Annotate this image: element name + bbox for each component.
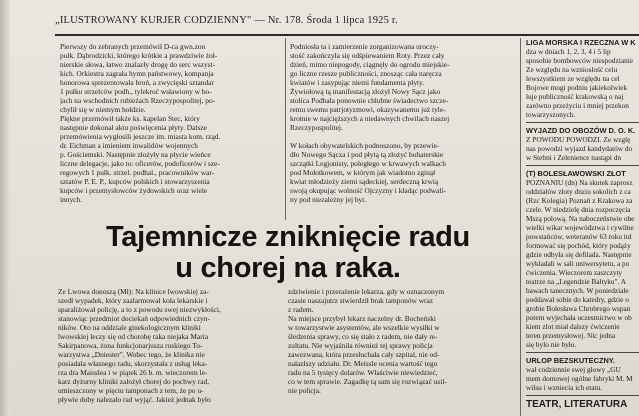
text-line: Rzeczypospolitej.: [290, 123, 343, 132]
side-heading-1: LIGA MORSKA I RZECZNA W K: [526, 38, 636, 47]
text-line: z radem.: [288, 305, 314, 314]
text-line: zultatu. Nie wyjaśniła również tej sprawy policja: [288, 341, 433, 350]
text-line: nalazłszy udziału. Dr. Meissle ocenia wartość tego: [288, 359, 438, 368]
text-line: śledzenia sprawy, co się stało z radem, nie dały re-: [288, 332, 438, 341]
side-heading-2: WYJAZD DO OBOZÓW D. O. K.: [526, 126, 636, 135]
article-column-1: [60, 42, 282, 217]
text-line: kiem zlot miał dalszy ćwiczenie: [526, 322, 620, 331]
side-section-1: [526, 47, 639, 119]
text-line: lewszystkiem ze względu na cel: [526, 74, 620, 83]
text-line: ny pod niezależny jej byt.: [290, 195, 367, 204]
text-line: wilsu i wzniecia ich etatu.: [526, 383, 602, 392]
header-rule: [55, 34, 639, 36]
text-line: (Rzc Kolegia) Poznań z Krakowa za: [526, 196, 633, 205]
text-line: rza dra Maisslea i w piątek 26 b. m. wieczorem le-: [58, 368, 208, 377]
headline-line-1: Tajemnicze zniknięcie radu: [106, 221, 470, 253]
text-line: Na miejsce przybył lekarz naczelny dr. Bocheński: [288, 314, 436, 323]
text-line: powstańców, weteranów 63 roku itd: [526, 232, 632, 241]
text-line: Mszą polową. Na naboczeństwie obe: [526, 214, 635, 223]
column-rule: [285, 38, 286, 220]
side-section-2: [526, 135, 639, 162]
text-line: się bylo nie było.: [526, 340, 577, 349]
article-column-2: [290, 42, 515, 222]
text-line: warzystwa „Dniester". Wobec tego, że klinika nie: [58, 350, 205, 359]
text-line: umieszczony w pięciu tamponach z tem, że po u-: [58, 386, 204, 395]
text-line: chylił się w niemym hołdzie.: [60, 105, 146, 114]
text-line: go liczne rzesze publiczności, znosząc cała naręcza: [290, 69, 442, 78]
text-line: czasie naszajutrz stwierdził brak tamponów wraz: [288, 296, 434, 305]
text-line: teatrze na „Legendzie Bałtyku". A: [526, 277, 627, 286]
text-line: honorowa sprezentowała broń, a zwycięski sztandar: [60, 78, 214, 87]
article-column-4: [288, 287, 515, 416]
text-line: wykładali w sali uniwersytetu, a po: [526, 259, 630, 268]
text-line: Ze względu na wzniosłość celu: [526, 65, 618, 74]
text-line: następnie dokonał aktu poświęcenia płyty. Dalsze: [60, 123, 207, 132]
text-line: grobie Bolesława Chrobrego wspan: [526, 304, 631, 313]
side-heading-5: TEATR, LITERATURA: [526, 399, 628, 410]
text-line: ników. Oto na oddziale ginekologicznym kliniki: [58, 323, 201, 332]
text-line: dzień, mimo niepogody, ciągnęły do ogrodu miejskie-: [290, 60, 450, 69]
text-line: pływie doby nalezało rad wyjąć. Jakież jednak było: [58, 395, 211, 404]
text-line: pod Mołotkowem, w którym jak wiadomo zginął: [290, 168, 436, 177]
text-line: zawezwana, która przesłuchała cały szpital, nie od-: [288, 350, 440, 359]
text-line: Ze Lwowa donoszą (Mł): Na klinice lwowskiej za-: [58, 287, 209, 296]
text-line: wał codziennie swej głowy „GU: [526, 365, 621, 374]
text-line: formować się pochód, który podąży: [526, 241, 631, 250]
text-line: liczne delegacje, jako to: oficerów, podoficerów i sze-: [60, 159, 220, 168]
text-line: kupców i przemysłowców żydowskich oraz wiele: [60, 186, 208, 195]
text-line: Podniosła ta i zamierzenie zorganizowana uroczy-: [290, 42, 439, 51]
text-line: szedł wypadek, który zaalarmował koła lekarskie i: [58, 296, 208, 305]
side-column: [526, 38, 639, 416]
text-line: nas powodzi wyjazd kandydatów do: [526, 144, 633, 153]
text-line: towarzyszonych.: [526, 110, 576, 119]
text-line: bawach tanecznych. W poniedziałe: [526, 286, 629, 295]
text-line: poddawał sobie do katedry, gdzie o: [526, 295, 629, 304]
text-line: karz dyżurny kliniki założył chorej do pochwy rad,: [58, 377, 210, 386]
text-line: nierskie słowa, łatwo znalazły drogę do serc wszyst-: [60, 60, 216, 69]
side-divider: [526, 352, 639, 353]
text-line: regowych 1 pułk. strzel. podhal., pracowników war-: [60, 168, 215, 177]
text-line: co w tem sprawie. Zagadkę tą sam się rozwiązać usil-: [288, 377, 447, 386]
side-heading-3: (T) BOLESŁAWOWSKI ZŁOT: [526, 169, 626, 178]
headline-line-2: u chorej na raka.: [175, 252, 401, 284]
page-fold-shadow: [0, 0, 10, 416]
text-line: stolica Podhala ponownie chlubne świadectwo szcze-: [290, 96, 449, 105]
text-line: kich. Orkiestra zagrała hymn państwowy, kompanja: [60, 69, 214, 78]
text-line: teren przemysłowej. Nic jedna: [526, 331, 616, 340]
text-line: dr. Eichman a imieniem inwalidów wojennych: [60, 141, 198, 150]
text-line: POZNANIU (dn) Na skutek zaprosz: [526, 178, 633, 187]
text-line: 1 pułku strzelców podh., tylekroć wsławiony w bo-: [60, 87, 212, 96]
text-line: dza w dniach 1, 2, 3, 4 i 5 lip: [526, 47, 611, 56]
text-line: remu swemu patrjotyzmowi, okazywanemu już tyle-: [290, 105, 446, 114]
text-line: kwiat młodzieży ziemi sądeckiej, serdeczną krwią: [290, 177, 439, 186]
text-line: w Stebni i Zelenience nastąpi dn: [526, 153, 622, 162]
text-line: p. Gościemski. Następnie złożyły na płycie wieńce: [60, 150, 211, 159]
text-line: ćwiczenia. Wieczorem zaszczyty: [526, 268, 623, 277]
text-line: radu na 5 tysięcy dolarów. Właściwie niewiedzieć,: [288, 368, 438, 377]
side-divider: [526, 122, 639, 123]
text-line: lwowskiej leczy się od chorobę raka niejaka Maria: [58, 332, 209, 341]
text-line: swoją okupując wolność Ojczyzny i kładąc podwali-: [290, 186, 446, 195]
text-line: [290, 132, 515, 141]
text-line: nie policja.: [288, 386, 321, 395]
text-line: Sakirpanowa, żona funkcjonarjusza ruskiego To-: [58, 341, 203, 350]
text-line: wielki wikar województwa i cywilne: [526, 223, 634, 232]
text-line: pułk. Dąbrodzicki, którego krótkie a prawdziwie żoł-: [60, 51, 218, 60]
text-line: oddziałów złoty dnziu sokolich z ca: [526, 187, 631, 196]
side-heading-4: URLOP BEZSKUTECZNY.: [526, 356, 615, 365]
text-line: W kołach obywatelskich podnoszono, by przewie-: [290, 141, 440, 150]
text-line: łuje publiczność krakowską o naj: [526, 92, 624, 101]
text-line: dło Nowego Sącza i pod płytą tą złożyć bohaterskie: [290, 150, 444, 159]
text-line: posiadała własnego radu, skorzystała z usług leka-: [58, 359, 208, 368]
text-line: czele. W niedzielę dnia rozpoczęcia: [526, 205, 631, 214]
side-divider: [526, 395, 639, 396]
text-line: Piękne przemówił także ks. kapelan Stec, który: [60, 114, 200, 123]
text-line: Bojowe mogi podniu jakiekolwiek: [526, 83, 628, 92]
article-headline: [58, 222, 518, 284]
side-section-4: [526, 365, 639, 392]
text-line: sposobie bombowców niespodzianie: [526, 56, 634, 65]
text-line: mem domowej ogólne fabryki M. M: [526, 374, 633, 383]
text-line: stanowiąc przedmiot dociekań odpowiednich czyn-: [58, 314, 210, 323]
text-line: jach na wschodnich rubieżach Rzeczypospolitej, po-: [60, 96, 216, 105]
text-line: Z POWODU POWODZI. Ze wzglę: [526, 135, 631, 144]
text-line: potem wyjechała uczestnictwo w ob: [526, 313, 632, 322]
text-line: zdziwienie i przerażenie lekarza, gdy w oznaczonym: [288, 287, 445, 296]
side-section-3: [526, 178, 639, 349]
text-line: stość zakończyła się odśpiewaniem Roty. Przez cały: [290, 51, 445, 60]
article-column-3: [58, 287, 280, 416]
side-divider: [526, 165, 639, 166]
column-rule: [520, 38, 521, 416]
text-line: Pierwszy do zebranych przemówił D-ca gwn.zon: [60, 42, 206, 51]
text-line: w towarzystwie asystentów, ale wszelkie wysiłki w: [288, 323, 440, 332]
text-line: sztatów P. E. P., kupców polskich i stowarzyszenia: [60, 177, 210, 186]
text-line: gdzie odbyła się defilada. Następnie: [526, 250, 632, 259]
text-line: szczątki Legjonisty, poległego w krwawych walkach: [290, 159, 446, 168]
running-header: „ILUSTROWANY KURJER CODZIENNY" — Nr. 178. Środa 1 lipca 1925 r.: [55, 15, 398, 26]
text-line: przemówienia wygłosili jeszcze im. miasta kom. rząd.: [60, 132, 221, 141]
text-line: Żywiołową tą manifestacją złożył Nowy Sącz jako: [290, 87, 441, 96]
text-line: innych.: [60, 195, 82, 204]
text-line: kwiatów i zasypując niemi fundamenta płyty.: [290, 78, 425, 87]
text-line: krotnie w najcięższych a niedawnych chwilach naszej: [290, 114, 450, 123]
text-line: sparaliżował policję, a to z powodu swej niezwykłości,: [58, 305, 221, 314]
text-line: zarówno przeżyciu i mniej przekon: [526, 101, 629, 110]
